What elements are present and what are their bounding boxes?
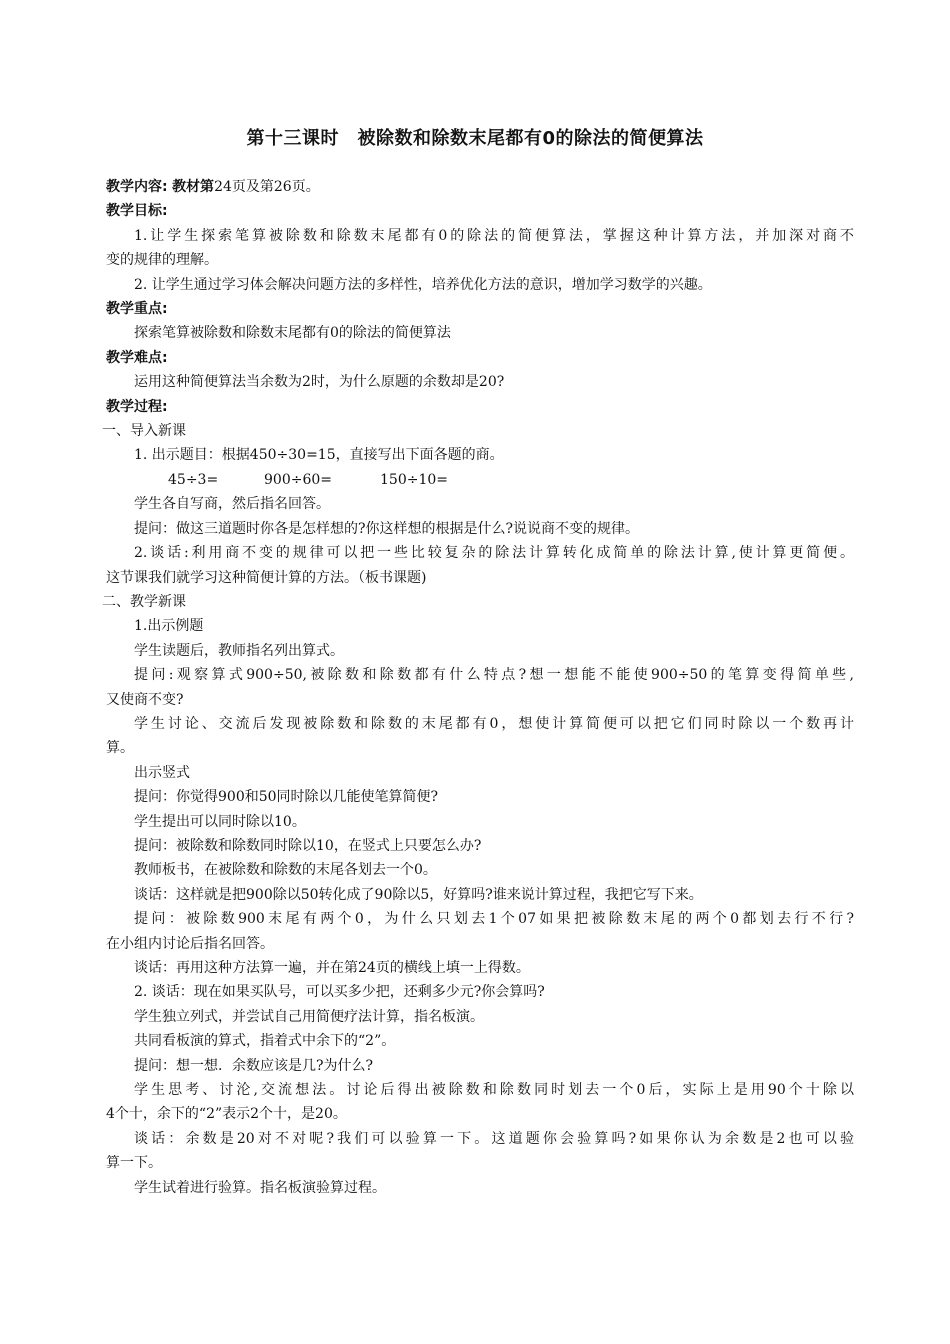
- process-line: 学生提出可以同时除以10。: [134, 813, 306, 830]
- process-line: 学生独立列式，并尝试自己用简便疗法计算，指名板演。: [134, 1008, 484, 1025]
- goal-line: 2. 让学生通过学习体会解决问题方法的多样性，培养优化方法的意识，增加学习数学的兴趣。: [134, 276, 712, 293]
- exercise-row: [106, 468, 854, 492]
- process-line: 这节课我们就学习这种简便计算的方法。（板书课题): [106, 569, 427, 586]
- goal-line: 变的规律的理解。: [106, 252, 218, 269]
- difficulty-text: 运用这种简便算法当余数为2时，为什么原题的余数却是20?: [134, 374, 505, 391]
- exercise-item: 45÷3=: [168, 471, 219, 488]
- process-line: 1.出示例题: [134, 618, 204, 635]
- process-line: 算一下。: [106, 1155, 162, 1172]
- process-line: 2. 谈话：现在如果买队号，可以买多少把，还剩多少元?你会算吗?: [134, 984, 545, 1001]
- process-line: 提问：你觉得900和50同时除以几能使笔算简便?: [134, 789, 439, 806]
- process-line: 在小组内讨论后指名回答。: [106, 935, 274, 952]
- process-line: 学生读题后，教师指名列出算式。: [134, 642, 344, 659]
- section-heading: 一、导入新课: [102, 423, 186, 440]
- focus-text: 探索笔算被除数和除数末尾都有0的除法的简便算法: [134, 325, 451, 342]
- content-value-bold: 教材第: [172, 179, 215, 195]
- process-line: 1. 出示题目：根据450÷30=15，直接写出下面各题的商。: [134, 447, 504, 464]
- process-line: 2.谈话:利用商不变的规律可以把一些比较复杂的除法计算转化成简单的除法计算,使计算更简便。: [134, 545, 854, 562]
- process-line: 提问：被除数和除数同时除以10，在竖式上只要怎么办?: [134, 837, 482, 854]
- goal-line: 1.让学生探索笔算被除数和除数末尾都有0的除法的简便算法，掌握这种计算方法，并加深对商不: [134, 227, 854, 244]
- process-line: 算。: [106, 740, 134, 757]
- focus-heading: 教学重点:: [106, 301, 168, 318]
- process-line: 又使商不变?: [106, 691, 184, 708]
- exercise-item: 900÷60=: [264, 471, 332, 488]
- process-line: 学生讨论、交流后发现被除数和除数的末尾都有0，想使计算简便可以把它们同时除以一个数再计: [134, 715, 854, 732]
- lesson-body: [102, 175, 854, 1200]
- process-line: 学生思考、讨沦,交流想法。讨论后得出被除数和除数同时划去一个0后，实际上是用90个十除以: [134, 1082, 854, 1099]
- content-label: 教学内容:: [106, 179, 168, 195]
- process-line: 谈话：再用这种方法算一遍，并在第24页的横线上填一上得数。: [134, 960, 530, 976]
- exercise-item: 150÷10=: [380, 471, 448, 488]
- process-line: 出示竖式: [134, 764, 190, 781]
- process-line: 提问：做这三道题时你各是怎样想的?你这样想的根据是什么?说说商不变的规律。: [134, 520, 640, 537]
- lesson-title: 第十三课时 被除数和除数末尾都有0的除法的简便算法: [246, 128, 704, 149]
- process-line: 教师板书，在被除数和除数的末尾各划去一个0。: [134, 862, 437, 879]
- process-line: 学生各自写商，然后指名回答。: [134, 496, 330, 513]
- process-line: 提问：想一想．余数应该是几?为什么?: [134, 1057, 374, 1074]
- process-heading: 教学过程:: [106, 398, 168, 415]
- process-line: 学生试着进行验算。指名板演验算过程。: [134, 1179, 386, 1196]
- process-line: 谈话：这样就是把900除以50转化成了90除以5，好算吗?谁来说计算过程，我把它写下来。: [134, 886, 703, 903]
- section-heading: 二、教学新课: [102, 593, 186, 610]
- content-value: 24页及第26页。: [214, 179, 320, 195]
- process-line: 谈话：余数是20对不对呢?我们可以验算一下。这道题你会验算吗?如果你认为余数是2也可以验: [134, 1130, 854, 1147]
- process-line: 提问:观察算式900÷50,被除数和除数都有什么特点?想一想能不能使900÷50的笔算变得简单些,: [134, 667, 854, 684]
- process-line: 4个十，余下的“2”表示2个十，是20。: [106, 1106, 347, 1123]
- goals-heading: 教学目标:: [106, 203, 168, 220]
- process-line: 提问：被除数900末尾有两个0，为什么只划去1个07如果把被除数末尾的两个0都划去行不行?: [134, 911, 854, 928]
- content-line: [106, 175, 854, 199]
- process-line: 共同看板演的算式，指着式中余下的“2”。: [134, 1033, 396, 1050]
- difficulty-heading: 教学难点:: [106, 349, 168, 366]
